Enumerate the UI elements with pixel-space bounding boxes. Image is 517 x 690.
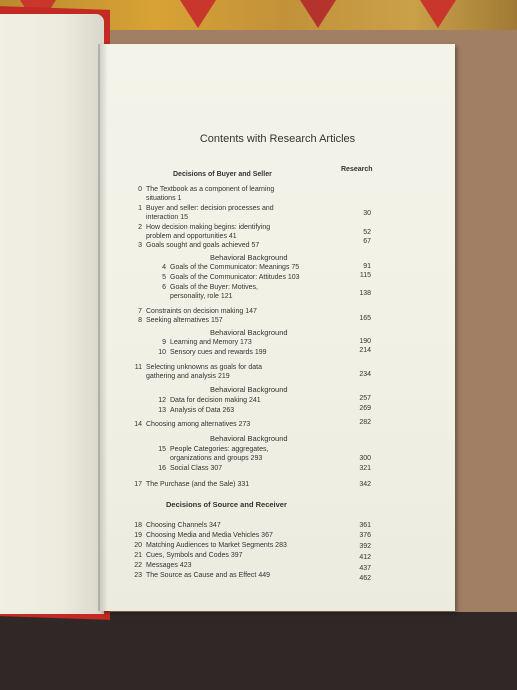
toc-entry: 20 Matching Audiences to Market Segments 283 bbox=[134, 542, 287, 549]
toc-entry: 16 Social Class 307 bbox=[158, 465, 223, 472]
toc-entry: 11 Selecting unknowns as goals for data bbox=[134, 364, 262, 371]
toc-entry: 4 Goals of the Communicator: Meanings 75 bbox=[162, 264, 300, 271]
research-page: 190 bbox=[359, 338, 371, 345]
research-page: 321 bbox=[359, 465, 371, 472]
research-page: 392 bbox=[359, 543, 371, 550]
toc-entry: 1 Buyer and seller: decision processes and bbox=[138, 205, 274, 212]
toc-entry-continued: situations 1 bbox=[146, 195, 182, 202]
toc-entry: 12 Data for decision making 241 bbox=[158, 397, 261, 404]
toc-entry: 22 Messages 423 bbox=[134, 562, 192, 569]
toc-entry: 0 The Textbook as a component of learning bbox=[138, 186, 275, 193]
toc-entry: 23 The Source as Cause and as Effect 449 bbox=[134, 572, 271, 579]
research-page: 234 bbox=[359, 371, 371, 378]
research-page: 52 bbox=[363, 229, 371, 236]
toc-entry: 15 People Categories: aggregates, bbox=[158, 446, 269, 453]
behavioral-background-heading: Behavioral Background bbox=[210, 434, 288, 443]
research-page: 30 bbox=[363, 210, 371, 217]
research-page: 300 bbox=[359, 455, 371, 462]
research-page: 91 bbox=[363, 263, 371, 270]
fabric-pattern bbox=[300, 0, 336, 28]
toc-entry: 3 Goals sought and goals achieved 57 bbox=[138, 242, 260, 249]
toc-entry: 17 The Purchase (and the Sale) 331 bbox=[134, 481, 250, 488]
toc-entry: 2 How decision making begins: identifying bbox=[138, 224, 271, 231]
research-page: 115 bbox=[359, 272, 371, 279]
toc-entry: 7 Constraints on decision making 147 bbox=[138, 308, 257, 315]
fabric-pattern bbox=[180, 0, 216, 28]
toc-entry: 5 Goals of the Communicator: Attitudes 103 bbox=[162, 274, 300, 281]
research-page: 138 bbox=[359, 290, 371, 297]
section-heading-buyer-seller: Decisions of Buyer and Seller bbox=[173, 171, 272, 178]
toc-entry: 18 Choosing Channels 347 bbox=[134, 522, 221, 529]
page-title: Contents with Research Articles bbox=[199, 133, 356, 145]
toc-entry-continued: personality, role 121 bbox=[170, 293, 233, 300]
research-page: 437 bbox=[359, 565, 371, 572]
toc-entry: 13 Analysis of Data 263 bbox=[158, 407, 235, 414]
toc-entry-continued: problem and opportunities 41 bbox=[146, 233, 237, 240]
research-page: 214 bbox=[359, 347, 371, 354]
research-page: 342 bbox=[359, 481, 371, 488]
floor-shadow bbox=[0, 612, 517, 690]
research-column-header: Research bbox=[341, 166, 373, 173]
research-page: 462 bbox=[359, 575, 371, 582]
research-page: 165 bbox=[359, 315, 371, 322]
behavioral-background-heading: Behavioral Background bbox=[210, 253, 288, 262]
gutter-shadow bbox=[98, 44, 108, 611]
toc-entry: 14 Choosing among alternatives 273 bbox=[134, 421, 251, 428]
fabric-pattern bbox=[420, 0, 456, 28]
toc-entry-continued: gathering and analysis 219 bbox=[146, 373, 230, 380]
research-page: 282 bbox=[359, 419, 371, 426]
research-page: 376 bbox=[359, 532, 371, 539]
contents-page bbox=[100, 44, 455, 611]
toc-entry: 19 Choosing Media and Media Vehicles 367 bbox=[134, 532, 273, 539]
research-page: 412 bbox=[359, 554, 371, 561]
research-page: 269 bbox=[359, 405, 371, 412]
toc-entry: 9 Learning and Memory 173 bbox=[162, 339, 252, 346]
section-heading-source-receiver: Decisions of Source and Receiver bbox=[166, 500, 287, 509]
toc-entry-continued: interaction 15 bbox=[146, 214, 189, 221]
research-page: 67 bbox=[363, 238, 371, 245]
behavioral-background-heading: Behavioral Background bbox=[210, 328, 288, 337]
behavioral-background-heading: Behavioral Background bbox=[210, 385, 288, 394]
research-page: 257 bbox=[359, 395, 371, 402]
toc-entry: 8 Seeking alternatives 157 bbox=[138, 317, 223, 324]
left-page bbox=[0, 14, 104, 614]
toc-entry: 6 Goals of the Buyer: Motives, bbox=[162, 284, 258, 291]
toc-entry: 10 Sensory cues and rewards 199 bbox=[158, 349, 267, 356]
toc-entry: 21 Cues, Symbols and Codes 397 bbox=[134, 552, 243, 559]
research-page: 361 bbox=[359, 522, 371, 529]
toc-entry-continued: organizations and groups 293 bbox=[170, 455, 263, 462]
